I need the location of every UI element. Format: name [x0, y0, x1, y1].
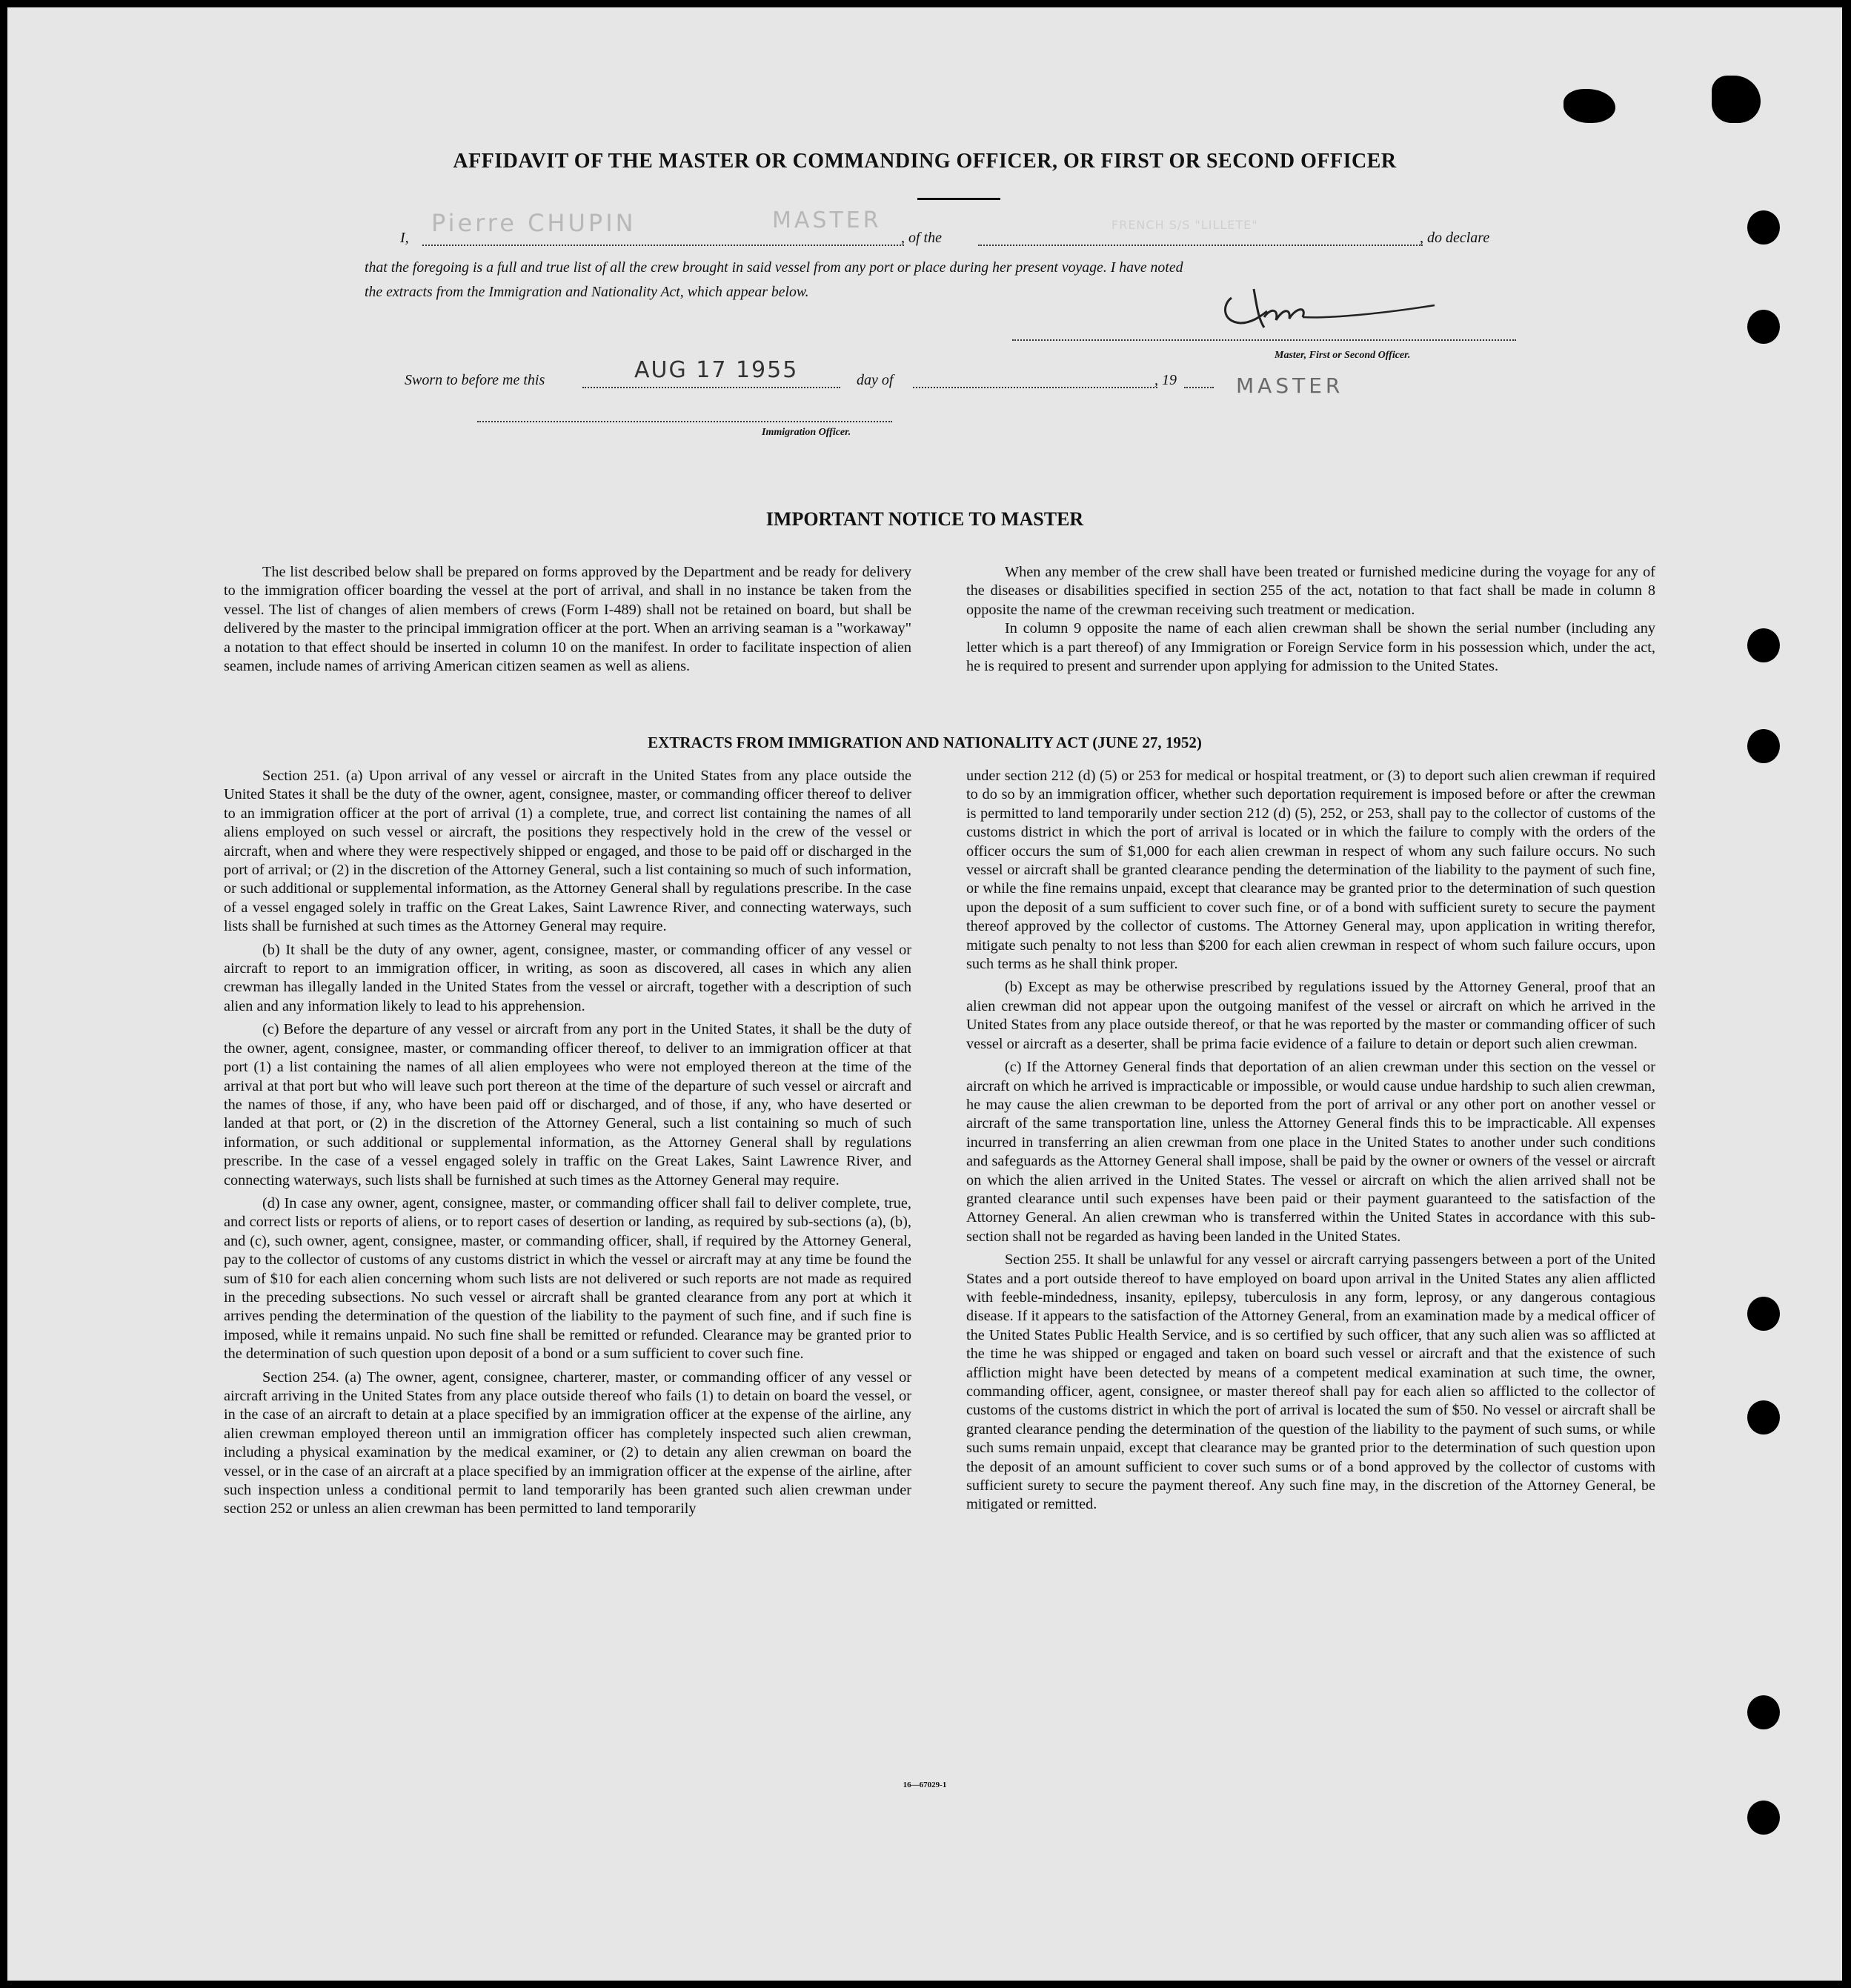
punch-hole [1747, 628, 1780, 662]
immigration-officer-caption: Immigration Officer. [762, 427, 851, 438]
month-line [913, 387, 1157, 388]
signature-caption: Master, First or Second Officer. [1275, 350, 1411, 361]
declaration-line-3: the extracts from the Immigration and Nationality Act, which appear below. [365, 284, 809, 300]
punch-hole [1747, 1400, 1780, 1435]
of-the-label: , of the [901, 230, 942, 246]
year-label: , 19 [1154, 372, 1177, 388]
punch-hole [1747, 1695, 1780, 1729]
sworn-date-stamp: AUG 17 1955 [634, 357, 799, 383]
section-254-b: (b) Except as may be otherwise prescribed by regulations issued by the Attorney General, proof that an alien crewman did not appear upon the outgoing manifest of the vessel or aircraft on which he arrived in the United States from any place outside thereof, or that he was reported by the master or commanding officer of such vessel or aircraft as a deserter, shall be prima facie evidence of a failure to detain or deport such alien crewman. [966, 979, 1655, 1052]
section-251-c: (c) Before the departure of any vessel or aircraft from any port in the United States, it shall be the duty of the owner, agent, consignee, master, or commanding officer thereof, to deliver to an immigration officer at that port (1) a list containing the names of all alien employees who were not employed thereon at the time of the arrival at that port but who will leave such port thereon at the time of the departure of such vessel or aircraft and the names of those, if any, who have been paid off or discharged, and of those, if any, who have deserted or landed at that port, or (2) in the discretion of the Attorney General, such a list containing so much of such information, or such additional or supplemental information, as the Attorney General shall by regulations prescribe. In the case of a vessel engaged solely in traffic on the Great Lakes, Saint Lawrence River, and connecting waterways, such lists shall be furnished at such times as the Attorney General may require. [224, 1021, 911, 1189]
scan-border-right [1842, 0, 1851, 1988]
notice-right-column [966, 563, 1655, 676]
extracts-left-column [224, 767, 911, 1519]
section-254-a-continued: under section 212 (d) (5) or 253 for medical or hospital treatment, or (3) to deport such alien crewman if required to do so by an immigration officer, whether such deportation requirement is imposed before or after the crewman is permitted to land temporarily under section 212 (d) (5), 252, or 253, shall pay to the collector of customs of the customs district in which the port of arrival is located or in which the failure to comply with the orders of the officer occurs the sum of $1,000 for each alien crewman in respect of whom any such failure occurs. No such vessel or aircraft shall be granted clearance pending the determination of the liability to the payment of such fine, or while the fine remains unpaid, except that clearance may be granted prior to the determination of such question upon the deposit of a sum sufficient to cover such fine, or of a bond with sufficient surety to secure the payment thereof approved by the collector of customs. The Attorney General may, upon application in writing therefor, mitigate such penalty to not less than $200 for each alien crewman in respect of whom such failure occurs, upon such terms as he shall think proper. [966, 768, 1655, 973]
declaration-line-2: that the foregoing is a full and true list of all the crew brought in said vessel from any port or place during her present voyage. I have noted [365, 259, 1183, 276]
form-code: 16—67029-1 [903, 1781, 947, 1789]
notice-left-paragraph: The list described below shall be prepared on forms approved by the Department and be ready for delivery to the immigration officer boarding the vessel at the port of arrival, and shall in no instance be taken from the vessel. The list of changes of alien members of crews (Form I-489) shall not be retained on board, but shall be delivered by the master to the principal immigration officer at the port. When an arriving seaman is a "workaway" a notation to that effect should be inserted in column 10 on the manifest. In order to facilitate inspection of alien seamen, include names of arriving American citizen seamen as well as aliens. [224, 564, 911, 675]
officer-name: Pierre CHUPIN [431, 209, 637, 237]
section-251-b: (b) It shall be the duty of any owner, agent, consignee, master, or commanding officer of any vessel or aircraft to report to an immigration officer, in writing, as soon as discovered, all cases in which any alien crewman has illegally landed in the United States from the vessel or aircraft, together with a description of such alien and any information likely to lead to his apprehension. [224, 941, 911, 1014]
notice-left-column [224, 563, 911, 676]
notice-right-paragraph-1: When any member of the crew shall have been treated or furnished medicine during the voyage for any of the diseases or disabilities specified in section 255 of the act, notation to that fact shall be made in column 8 opposite the name of the crewman receiving such treatment or medication. [966, 564, 1655, 618]
ink-blot [1563, 89, 1615, 123]
section-254-a: Section 254. (a) The owner, agent, consignee, charterer, master, or commanding officer of any vessel or aircraft arriving in the United States from any place outside thereof who fails (1) to detain on board the vessel, or in the case of an aircraft to detain at a place specified by an immigration officer at the expense of the airline, any alien crewman employed thereon until an immigration officer has completely inspected such alien crewman, including a physical examination by the medical examiner, or (2) to detain any alien crewman on board the vessel, or in the case of an aircraft at a place specified by an immigration officer at the expense of the airline, after such inspection unless a conditional permit to land temporarily has been granted such alien crewman under section 252 or unless an alien crewman has been permitted to land temporarily [224, 1369, 911, 1517]
officer-line [477, 421, 892, 422]
sworn-date-line [582, 387, 840, 388]
title-divider [917, 198, 1000, 200]
name-line [422, 245, 904, 246]
section-254-c: (c) If the Attorney General finds that deportation of an alien crewman under this section on the vessel or aircraft on which he arrived is impracticable or impossible, or would cause undue hardship to such alien crewman, he may cause the alien crewman to be deported from the port of arrival or any other port on another vessel or aircraft of the same transportation line, unless the Attorney General finds this to be impracticable. All expenses incurred in transferring an alien crewman from one place in the United States to another under such conditions and safeguards as the Attorney General shall impose, shall be paid by the owner or owners of the vessel or aircraft on which the alien arrived in the United States. The vessel or aircraft on which the alien arrived shall not be granted clearance until such expenses have been paid or their payment guaranteed to the satisfaction of the Attorney General. An alien crewman who is transferred within the United States in accordance with this sub-section shall not be regarded as having been landed in the United States. [966, 1059, 1655, 1245]
scan-border-left [0, 0, 7, 1988]
notice-heading: IMPORTANT NOTICE TO MASTER [765, 508, 1084, 530]
vessel-line [978, 245, 1423, 246]
day-of-label: day of [857, 372, 894, 388]
punch-hole [1747, 1801, 1780, 1835]
section-251-a: Section 251. (a) Upon arrival of any vessel or aircraft in the United States from any place outside the United States it shall be the duty of the owner, agent, consignee, master, or commanding officer thereof to deliver to an immigration officer at the port of arrival (1) a complete, true, and correct list containing the names of all aliens employed on such vessel or aircraft, the positions they respectively hold in the crew of the vessel or aircraft, when and where they were respectively shipped or engaged, and those to be paid off or discharged in the port of arrival; or (2) in the discretion of the Attorney General, such a list containing so much of such information, or such additional or supplemental information, as the Attorney General shall by regulations prescribe. In the case of a vessel engaged solely in traffic on the Great Lakes, Saint Lawrence River, and connecting waterways, such lists shall be furnished at such times as the Attorney General may require. [224, 768, 911, 935]
document-page [7, 7, 1842, 1981]
section-255: Section 255. It shall be unlawful for any vessel or aircraft carrying passengers between a port of the United States and a port outside thereof to have employed on board upon arrival in the United States any alien afflicted with feeble-mindedness, insanity, epilepsy, tuberculosis in any form, leprosy, or any dangerous contagious disease. If it appears to the satisfaction of the Attorney General, from an examination made by a medical officer of the United States Public Health Service, and is so certified by such officer, that any such alien was so afflicted at the time he was shipped or engaged and taken on board such vessel or aircraft and that the existence of such affliction might have been detected by means of a competent medical examination at such time, the owner, commanding officer, agent, consignee, or master thereof shall pay for each alien so afflicted to the collector of customs of the customs district in which the port of arrival is located the sum of $50. No vessel or aircraft shall be granted clearance pending the determination of the question of the liability to the payment of such sums, or while such sums remain unpaid, except that clearance may be granted prior to the determination of such question upon the deposit of an amount sufficient to cover such sums or of a bond approved by the collector of customs with sufficient surety to secure the payment thereof. Any such fine may, in the discretion of the Attorney General, be mitigated or remitted. [966, 1251, 1655, 1513]
i-label: I, [400, 230, 409, 246]
punch-hole [1747, 1297, 1780, 1331]
extracts-right-column [966, 767, 1655, 1515]
notice-right-paragraph-2: In column 9 opposite the name of each alien crewman shall be shown the serial number (including any letter which is a part thereof) of any Immigration or Foreign Service form in his possession which, under the act, he is required to present and surrender upon applying for admission to the United States. [966, 620, 1655, 675]
officer-rank: MASTER [772, 207, 882, 233]
vessel-name: FRENCH S/S "LILLETE" [1111, 218, 1258, 232]
extracts-heading: EXTRACTS FROM IMMIGRATION AND NATIONALITY ACT (JUNE 27, 1952) [648, 734, 1202, 751]
year-line [1184, 387, 1214, 388]
signature-line [1012, 339, 1516, 341]
do-declare-label: , do declare [1420, 230, 1490, 246]
punch-hole [1747, 210, 1780, 245]
scan-border-bottom [0, 1981, 1851, 1988]
master-stamp: MASTER [1236, 373, 1344, 398]
affidavit-title: AFFIDAVIT OF THE MASTER OR COMMANDING OFFICER, OR FIRST OR SECOND OFFICER [453, 150, 1397, 173]
punch-hole [1747, 310, 1780, 344]
master-signature [1215, 276, 1452, 342]
section-251-d: (d) In case any owner, agent, consignee, master, or commanding officer shall fail to deliver complete, true, and correct lists or reports of aliens, or to report cases of desertion or landing, as required by sub-sections (a), (b), and (c), such owner, agent, consignee, master, or commanding officer, shall, if required by the Attorney General, pay to the collector of customs of any customs district in which the vessel or aircraft may at any time be found the sum of $10 for each alien concerning whom such lists are not delivered or such reports are not made as required in the preceding subsections. No such vessel or aircraft shall be granted clearance from any port at which it arrives pending the determination of the question of the liability to the payment of such fine, and if such fine is imposed, while it remains unpaid. No such fine shall be remitted or refunded. Clearance may be granted prior to the determination of such question upon deposit of a bond or a sum sufficient to cover such fine. [224, 1194, 911, 1363]
ink-blot [1712, 76, 1761, 123]
sworn-label: Sworn to before me this [405, 372, 545, 388]
